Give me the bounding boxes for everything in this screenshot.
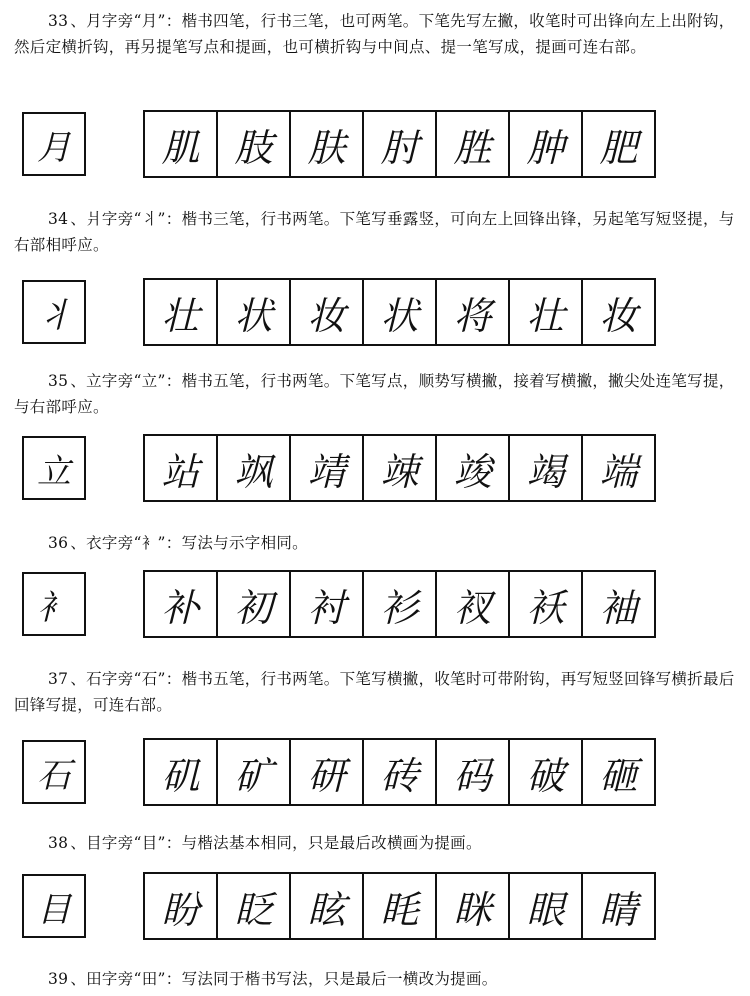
section-39-text bbox=[14, 966, 742, 992]
radical-glyph: 丬 bbox=[37, 295, 71, 336]
section-description: 、衣字旁“衤”：写法与示字相同。 bbox=[70, 534, 308, 552]
example-char: 眨 bbox=[218, 874, 291, 938]
example-char: 肘 bbox=[364, 112, 437, 176]
section-description: 、立字旁“立”：楷书五笔，行书两笔。下笔写点，顺势写横撇，接着写横撇，撇尖处连笔写提，与右部呼应。 bbox=[14, 372, 735, 416]
section-36-text bbox=[14, 530, 742, 556]
radical-box bbox=[22, 280, 86, 344]
radical-glyph: 立 bbox=[37, 451, 71, 492]
example-char: 竦 bbox=[364, 436, 437, 500]
section-number: 35 bbox=[48, 372, 69, 390]
example-char: 靖 bbox=[291, 436, 364, 500]
example-char: 眩 bbox=[291, 874, 364, 938]
example-char-row bbox=[143, 738, 656, 806]
example-char-row bbox=[143, 872, 656, 940]
example-char: 状 bbox=[364, 280, 437, 344]
example-char: 壮 bbox=[510, 280, 583, 344]
example-char: 端 bbox=[599, 449, 638, 494]
example-char: 壮 bbox=[145, 280, 218, 344]
example-char: 飒 bbox=[218, 436, 291, 500]
section-description: 、爿字旁“丬”：楷书三笔，行书两笔。下笔写垂露竖，可向左上回锋出锋，另起笔写短竖提，与右部相呼应。 bbox=[14, 210, 735, 254]
example-char: 妆 bbox=[291, 280, 364, 344]
section-number: 38 bbox=[48, 834, 69, 852]
example-char: 衫 bbox=[364, 572, 437, 636]
section-number: 36 bbox=[48, 534, 69, 552]
radical-glyph: 衤 bbox=[37, 587, 71, 628]
section-37-text bbox=[14, 666, 742, 718]
example-char: 袄 bbox=[510, 572, 583, 636]
example-char: 肢 bbox=[218, 112, 291, 176]
example-char: 状 bbox=[218, 280, 291, 344]
example-char: 袖 bbox=[599, 585, 638, 630]
section-description: 、石字旁“石”：楷书五笔，行书两笔。下笔写横撇，收笔时可带附钩，再写短竖回锋写横折最后回锋写提，可连右部。 bbox=[14, 670, 735, 714]
example-char: 初 bbox=[218, 572, 291, 636]
radical-glyph: 月 bbox=[37, 127, 71, 168]
radical-glyph: 目 bbox=[37, 889, 71, 930]
example-char: 竭 bbox=[510, 436, 583, 500]
example-char: 研 bbox=[291, 740, 364, 804]
example-char: 砖 bbox=[364, 740, 437, 804]
example-char-row bbox=[143, 110, 656, 178]
example-char: 站 bbox=[145, 436, 218, 500]
example-char: 肥 bbox=[599, 125, 638, 170]
radical-box bbox=[22, 740, 86, 804]
example-char: 破 bbox=[510, 740, 583, 804]
example-char: 眯 bbox=[437, 874, 510, 938]
section-number: 34 bbox=[48, 210, 69, 228]
example-char: 肌 bbox=[145, 112, 218, 176]
example-char: 肤 bbox=[291, 112, 364, 176]
section-number: 33 bbox=[48, 12, 69, 30]
section-38-text bbox=[14, 830, 742, 856]
example-char-row bbox=[143, 434, 656, 502]
section-number: 39 bbox=[48, 970, 69, 988]
section-description: 、月字旁“月”：楷书四笔，行书三笔，也可两笔。下笔先写左撇，收笔时可出锋向左上出附钩，然后定横折钩，再另提笔写点和提画，也可横折钩与中间点、提一笔写成，提画可连右部。 bbox=[14, 12, 735, 56]
radical-box bbox=[22, 572, 86, 636]
example-char: 盼 bbox=[145, 874, 218, 938]
example-char: 衩 bbox=[437, 572, 510, 636]
example-char: 眼 bbox=[510, 874, 583, 938]
example-char: 矶 bbox=[145, 740, 218, 804]
example-char: 补 bbox=[145, 572, 218, 636]
section-35-text bbox=[14, 368, 742, 420]
radical-glyph: 石 bbox=[37, 755, 71, 796]
radical-box bbox=[22, 436, 86, 500]
example-char: 胜 bbox=[437, 112, 510, 176]
radical-box bbox=[22, 112, 86, 176]
example-char: 眊 bbox=[364, 874, 437, 938]
example-char-row bbox=[143, 278, 656, 346]
section-description: 、目字旁“目”：与楷法基本相同，只是最后改横画为提画。 bbox=[70, 834, 482, 852]
section-number: 37 bbox=[48, 670, 69, 688]
section-33-text bbox=[14, 8, 742, 60]
example-char-row bbox=[143, 570, 656, 638]
section-34-text bbox=[14, 206, 742, 258]
example-char: 矿 bbox=[218, 740, 291, 804]
example-char: 衬 bbox=[291, 572, 364, 636]
example-char: 睛 bbox=[599, 887, 638, 932]
example-char: 肿 bbox=[510, 112, 583, 176]
example-char: 砸 bbox=[599, 753, 638, 798]
example-char: 将 bbox=[437, 280, 510, 344]
example-char: 妆 bbox=[599, 293, 638, 338]
example-char: 码 bbox=[437, 740, 510, 804]
example-char: 竣 bbox=[437, 436, 510, 500]
radical-box bbox=[22, 874, 86, 938]
section-description: 、田字旁“田”：写法同于楷书写法，只是最后一横改为提画。 bbox=[70, 970, 498, 988]
